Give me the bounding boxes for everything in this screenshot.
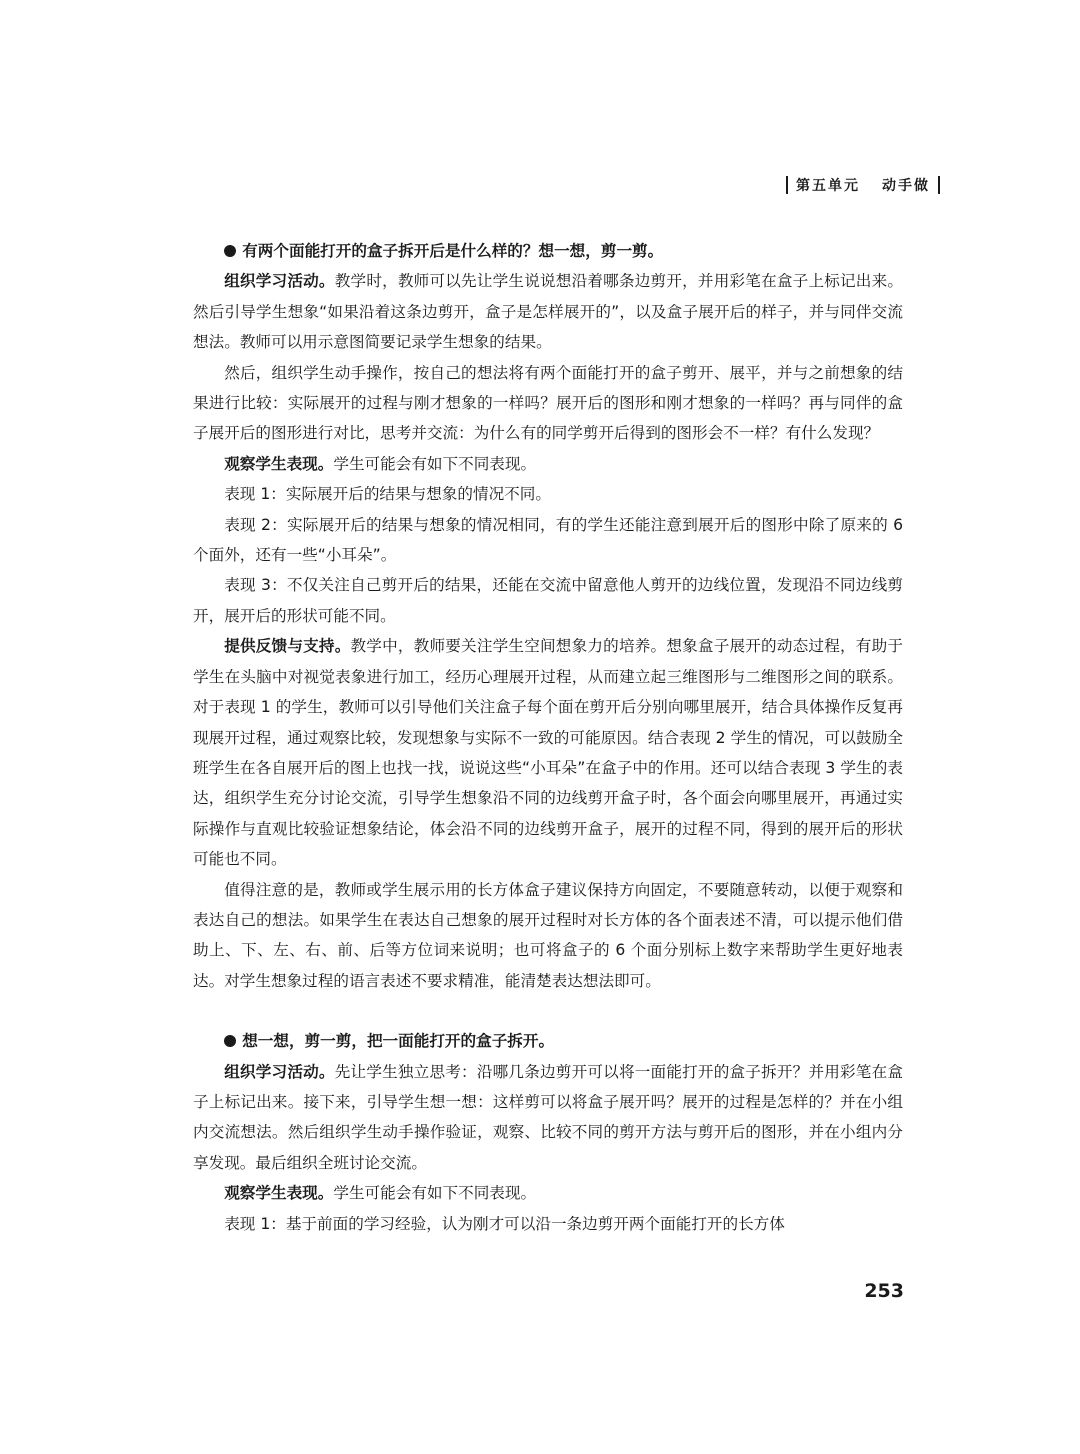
section2-paragraph-3: 表现 1：基于前面的学习经验，认为刚才可以沿一条边剪开两个面能打开的长方体 — [224, 1214, 785, 1233]
section1-paragraph-3 — [193, 449, 903, 479]
paragraph-text: 教学时，教师可以先让学生说说想沿着哪条边剪开，并用彩笔在盒子上标记出来。然后引导学生想象“如果沿着这条边剪开，盒子是怎样展开的”，以及盒子展开后的样子，并与同伴交流想法。教师可以用示意图简要记录学生想象的结果。 — [193, 272, 903, 352]
bullet-dot-icon — [224, 245, 236, 257]
paragraph-text: 先让学生独立思考：沿哪几条边剪开可以将一面能打开的盒子拆开？并用彩笔在盒子上标记出来。接下来，引导学生想一想：这样剪可以将盒子展开吗？展开的过程是怎样的？并在小组内交流想法。然后组织学生动手操作验证，观察、比较不同的剪开方法与剪开后的图形，并在小组内分享发现。最后组织全班讨论交流。 — [193, 1062, 903, 1172]
page-body — [193, 236, 903, 1239]
section1-paragraph-8: 值得注意的是，教师或学生展示用的长方体盒子建议保持方向固定，不要随意转动，以便于观察和表达自己的想法。如果学生在表达自己想象的展开过程时对长方体的各个面表述不清，可以提示他们借助上、下、左、右、前、后等方位词来说明；也可将盒子的 6 个面分别标上数字来帮助学生更好地表达。对学生想象过程的语言表述不要求精准，能清楚表达想法即可。 — [193, 880, 903, 990]
lead-observe: 观察学生表现。 — [224, 454, 334, 473]
lead-observe: 观察学生表现。 — [224, 1184, 334, 1203]
section2-heading — [193, 1026, 903, 1056]
section1-paragraph-1 — [193, 266, 903, 357]
section1-paragraph-5: 表现 2：实际展开后的结果与想象的情况相同，有的学生还能注意到展开后的图形中除了原来的 6 个面外，还有一些“小耳朵”。 — [193, 515, 903, 565]
header-title: 动手做 — [882, 178, 930, 194]
page-number: 253 — [864, 1280, 904, 1302]
lead-organize: 组织学习活动。 — [224, 272, 335, 291]
header-left-bar — [786, 176, 788, 194]
section2-paragraph-2 — [193, 1178, 903, 1208]
bullet-dot-icon — [224, 1035, 236, 1047]
running-header — [786, 175, 940, 195]
section2-heading-text: 想一想，剪一剪，把一面能打开的盒子拆开。 — [242, 1032, 555, 1051]
lead-feedback: 提供反馈与支持。 — [224, 637, 351, 656]
section1-paragraph-2: 然后，组织学生动手操作，按自己的想法将有两个面能打开的盒子剪开、展平，并与之前想象的结果进行比较：实际展开的过程与刚才想象的一样吗？展开后的图形和刚才想象的一样吗？再与同伴的盒子展开后的图形进行对比，思考并交流：为什么有的同学剪开后得到的图形会不一样？有什么发现？ — [193, 363, 903, 443]
header-right-bar — [938, 176, 940, 194]
section1-heading-text: 有两个面能打开的盒子拆开后是什么样的？想一想，剪一剪。 — [242, 242, 664, 260]
section-gap — [193, 996, 903, 1026]
section1-paragraph-7 — [193, 631, 903, 874]
lead-organize: 组织学习活动。 — [224, 1062, 335, 1081]
header-unit: 第五单元 — [796, 178, 860, 194]
paragraph-text: 教学中，教师要关注学生空间想象力的培养。想象盒子展开的动态过程，有助于学生在头脑中对视觉表象进行加工，经历心理展开过程，从而建立起三维图形与二维图形之间的联系。对于表现 1 的学生，教师可以引导他们关注盒子每个面在剪开后分别向哪里展开，结合具体操作反复再现展开过程，通过观察比较，发现想象与实际不一致的可能原因。结合表现 2 学生的情况，可以鼓励全班学生在各自展开后的图上也找一找，说说这些“小耳朵”在盒子中的作用。还可以结合表现 3 学生的表达，组织学生充分讨论交流，引导学生想象沿不同的边线剪开盒子时，各个面会向哪里展开，再通过实际操作与直观比较验证想象结论，体会沿不同的边线剪开盒子，展开的过程不同，得到的展开后的形状可能也不同。 — [193, 637, 903, 869]
section2-paragraph-1 — [193, 1057, 903, 1179]
paragraph-text: 学生可能会有如下不同表现。 — [333, 454, 537, 473]
section1-paragraph-6: 表现 3：不仅关注自己剪开后的结果，还能在交流中留意他人剪开的边线位置，发现沿不同边线剪开，展开后的形状可能不同。 — [193, 576, 903, 625]
section1-heading — [193, 236, 903, 266]
paragraph-text: 学生可能会有如下不同表现。 — [333, 1184, 537, 1203]
section1-paragraph-4: 表现 1：实际展开后的结果与想象的情况不同。 — [224, 485, 551, 504]
